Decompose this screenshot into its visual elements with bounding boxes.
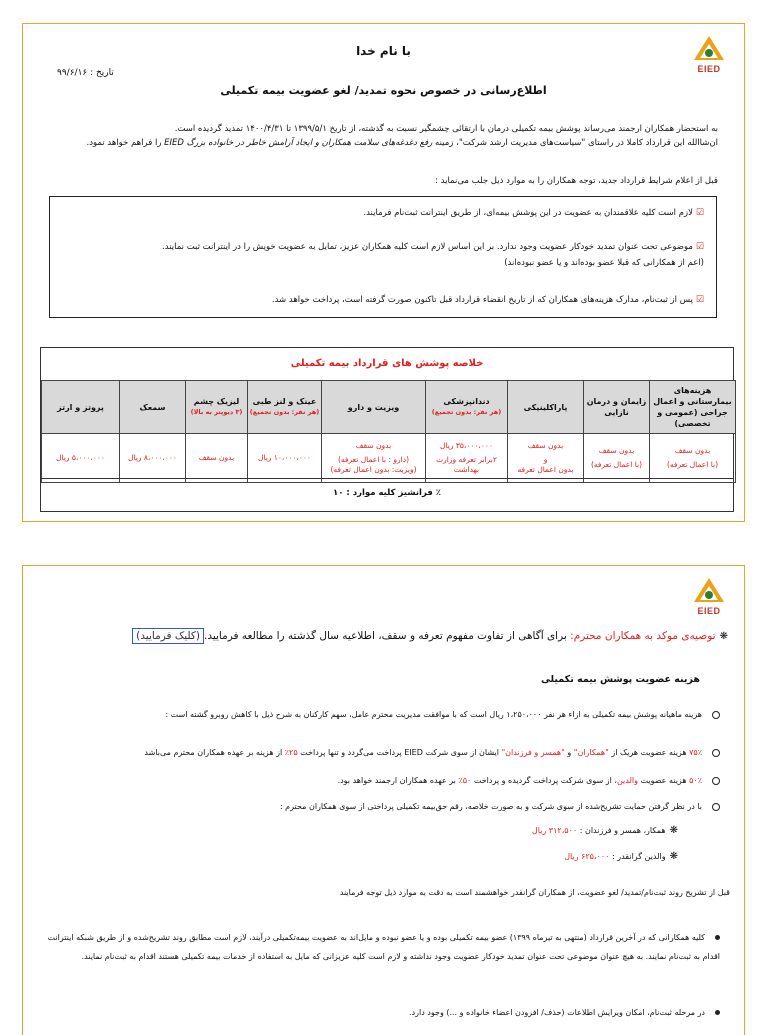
percent-value: ۵۰٪ <box>689 776 702 785</box>
intro-line-3: قبل از اعلام شرایط قرارداد جدید، توجه همکاران را به موارد ذیل جلب می‌نماید : <box>435 176 718 186</box>
amount-value: ۶۲۵،۰۰۰ ریال <box>564 852 610 861</box>
column-header <box>426 381 508 434</box>
click-here-link[interactable]: (کلیک فرمایید) <box>132 628 204 644</box>
sub-list-item <box>47 824 678 838</box>
intro-line-2 <box>43 136 718 150</box>
advice-line <box>53 630 728 642</box>
list-item-text: ایشان از سوی شرکت EIED پرداخت می‌گردد و تنها پرداخت <box>297 748 502 757</box>
pre-note-text: قبل از تشریح روند ثبت‌نام/تمدید/ لغو عضویت، از همکاران گرانقدر خواهشمند است به دقت به موارد ذیل توجه فرمایند <box>339 888 730 897</box>
column-header-label: عینک و لنز طبی <box>252 397 317 406</box>
column-header-label: پروتز و ارتز <box>57 402 104 412</box>
list-item-text: و <box>564 748 574 757</box>
intro-line-2-end: را فراهم خواهد نمود. <box>86 138 165 148</box>
list-item-text: هزینه عضویت <box>637 776 690 785</box>
list-item <box>47 746 720 760</box>
circle-bullet-icon <box>712 749 720 757</box>
cell-main-value: ۸،۰۰۰،۰۰۰ ریال <box>128 453 177 462</box>
dot-bullet-icon <box>715 1010 720 1015</box>
highlight-text: والدین <box>616 776 638 785</box>
document-page-1 <box>22 23 745 522</box>
cell-main-value: بدون سقف <box>598 446 635 455</box>
note-item <box>62 294 704 307</box>
franchise-text: فرانشیز کلیه موارد : ۱۰ ٪ <box>41 478 733 511</box>
list-item-text: والدین گرانقدر : <box>609 852 666 861</box>
list-item-text: با در نظر گرفتن حمایت تشریح‌شده از سوی شرکت و به صورت خلاصه، رقم حق‌بیمه تکمیلی پرداختی از سوی همکاران محترم : <box>279 802 702 811</box>
dot-bullet-icon <box>715 935 720 940</box>
intro-line-2-text: ان‌شاالله این قرارداد کاملا در راستای "سیاست‌های مدیریت ارشد شرکت"، زمینه <box>432 138 718 148</box>
column-header-label: پاراکلینیکی <box>523 402 568 412</box>
logo-text: EIED <box>697 64 721 74</box>
intro-line-1: به استحضار همکاران ارجمند می‌رساند پوشش بیمه تکمیلی درمان با ارتقائی چشمگیر نسبت به گذشته، از تاریخ ۱۳۹۹/۵/۱ تا ۱۴۰۰/۴/۳۱ تمدید گردیده است. <box>174 124 718 134</box>
highlight-text: "همکاران" <box>573 748 609 757</box>
column-header <box>508 381 584 434</box>
table-cell <box>322 434 426 483</box>
cell-sub-value: و بدون اعمال تعرفه <box>517 455 574 474</box>
table-cell <box>120 434 186 483</box>
cell-sub-value: (دارو : با اعمال تعرفه) (ویزیت: بدون اعمال تعرفه) <box>330 455 417 474</box>
column-header-label: سمعک <box>139 402 166 412</box>
coverage-table <box>41 380 736 483</box>
list-item-text: هزینه عضویت هریک از <box>608 748 690 757</box>
list-item <box>47 1006 720 1020</box>
advice-text: برای آگاهی از تفاوت مفهوم تعرفه و سقف، اطلاعیه سال گذشته را مطالعه فرمایید. <box>203 630 571 642</box>
logo-text: EIED <box>697 606 721 616</box>
list-item-text: ، از سوی شرکت پرداخت گردیده و پرداخت <box>471 776 617 785</box>
table-cell <box>650 434 736 483</box>
column-header <box>322 381 426 434</box>
intro-line-2-italic: رفع دغدغه‌های سلامت همکاران و ایجاد آرامش خاطر در خانواده بزرگ EIED <box>164 138 433 148</box>
column-header-note: (هر نفر: بدون تجمیع) <box>431 408 502 416</box>
flower-bullet-icon: ❋ <box>669 825 678 836</box>
cell-main-value: بدون سقف <box>198 453 235 462</box>
table-cell <box>584 434 650 483</box>
notes-box <box>49 196 717 318</box>
note-text: موضوعی تحت عنوان تمدید خودکار عضویت وجود ندارد. بر این اساس لازم است کلیه همکاران عزیز، تمایل به عضویت خویش را در اینترانت ثبت نمایند. <box>162 242 693 252</box>
checkbox-checked-icon: ☑ <box>695 242 704 252</box>
logo-icon <box>692 576 726 606</box>
advice-prefix: توصیه‌ی موکد به همکاران محترم: <box>570 630 716 642</box>
cell-main-value: بدون سقف <box>674 446 711 455</box>
note-subline: (اعم از همکارانی که قبلا عضو بوده‌اند و یا عضو نبوده‌اند) <box>504 258 704 268</box>
note-item <box>62 207 704 220</box>
column-header-label: لیزیک چشم <box>193 397 240 406</box>
note-text: پس از ثبت‌نام، مدارک هزینه‌های همکاران که از تاریخ انقضاء قرارداد قبل تاکنون صورت گرفته است، پرداخت خواهد شد. <box>271 295 693 305</box>
checkbox-checked-icon: ☑ <box>695 208 704 218</box>
percent-value: ۵۰٪ <box>458 776 472 785</box>
list-item-text: هزینه ماهیانه پوشش بیمه تکمیلی به ازاء هر نفر ۱،۲۵۰،۰۰۰ ریال است که با موافقت مدیریت محترم عامل، سهم کارکنان به شرح ذیل با کاهش روبرو گشته است : <box>165 710 702 719</box>
intro-paragraph <box>43 122 718 150</box>
cell-sub-value: (با اعمال تعرفه) <box>666 460 719 469</box>
table-cell <box>248 434 322 483</box>
column-header <box>186 381 248 434</box>
column-header-label: دندانپزشکی <box>443 397 490 406</box>
column-header-note: (۳ دیوپتر به بالا) <box>190 408 243 416</box>
list-item <box>47 928 720 966</box>
column-header <box>584 381 650 434</box>
table-cell <box>42 434 120 483</box>
column-header-label: هزینه‌های بیمارستانی و اعمال جراحی (عمومی و تخصصی) <box>653 386 732 428</box>
cell-main-value: ۳۵،۰۰۰،۰۰۰ ریال <box>440 441 493 450</box>
cell-sub-value: (با اعمال تعرفه) <box>590 460 643 469</box>
coverage-summary <box>40 347 734 512</box>
highlight-text: "همسر و فرزندان" <box>501 748 565 757</box>
section-subtitle: هزینه عضویت پوشش بیمه تکمیلی <box>540 674 700 685</box>
table-cell <box>186 434 248 483</box>
table-cell <box>508 434 584 483</box>
list-item-text: کلیه همکارانی که در آخرین قرارداد (منتهی به تیرماه ۱۳۹۹) عضو بیمه تکمیلی بوده و یا عضو نبوده و مایل‌اند به عضویت بیمه‌تکمیلی درآیند، لازم است مطابق روند تشریح‌شده و از طریق شبکه اینترانت اقدام به ثبت‌نام نمایند. به هیچ عنوان موضوعی تحت عنوان تمدید خودکار عضویت وجود نداشته و لازم است کلیه عزیزانی که مایل به استفاده از خدمات بیمه تکمیلی هستند اقدام به ثبت‌نام نمایند. <box>47 933 720 961</box>
column-header <box>650 381 736 434</box>
column-header <box>248 381 322 434</box>
percent-value: ۲۵٪ <box>284 748 298 757</box>
document-title: اطلاع‌رسانی در خصوص نحوه تمدید/ لغو عضویت بیمه تکمیلی <box>220 84 547 97</box>
cell-main-value: ۱۰،۰۰۰،۰۰۰ ریال <box>258 453 311 462</box>
table-cell <box>426 434 508 483</box>
column-header-label: ویزیت و دارو <box>347 402 400 412</box>
note-text: لازم است کلیه علاقمندان به عضویت در این پوشش بیمه‌ای، از طریق اینترانت ثبت‌نام فرمایند. <box>363 208 693 218</box>
cell-main-value: بدون سقف <box>527 441 564 450</box>
bismillah-heading: با نام خدا <box>356 44 411 58</box>
list-item-text: از هزینه بر عهده همکاران محترم می‌باشد <box>144 748 285 757</box>
list-item-text: بر عهده همکاران ارجمند خواهد بود. <box>337 776 459 785</box>
company-logo <box>692 576 726 616</box>
list-item-text: همکار، همسر و فرزندان : <box>577 826 666 835</box>
percent-value: ۷۵٪ <box>689 748 702 757</box>
flower-bullet-icon: ❋ <box>669 851 678 862</box>
table-row <box>42 434 736 483</box>
sub-list-item <box>47 850 678 864</box>
checkbox-checked-icon: ☑ <box>695 295 704 305</box>
circle-bullet-icon <box>712 803 720 811</box>
summary-title: خلاصه پوشش های قرارداد بیمه تکمیلی <box>41 348 733 381</box>
circle-bullet-icon <box>712 711 720 719</box>
list-item <box>47 800 720 814</box>
document-date: تاریخ : ۹۹/۶/۱۶ <box>57 68 114 78</box>
list-item-text: در مرحله ثبت‌نام، امکان ویرایش اطلاعات (حذف/ افزودن اعضاء خانواده و ...) وجود دارد. <box>409 1008 705 1017</box>
document-page-2 <box>22 565 745 1035</box>
cell-main-value: ۵،۰۰۰،۰۰۰ ریال <box>56 453 105 462</box>
list-item <box>47 774 720 788</box>
column-header-note: (هر نفر: بدون تجمیع) <box>249 408 320 416</box>
table-header-row <box>42 381 736 434</box>
amount-value: ۳۱۲،۵۰۰ ریال <box>531 826 578 835</box>
cell-sub-value: ۲برابر تعرفه وزارت بهداشت <box>436 455 497 474</box>
column-header <box>120 381 186 434</box>
column-header-label: زایمان و درمان نازایی <box>586 397 647 417</box>
note-item <box>62 241 704 254</box>
cell-main-value: بدون سقف <box>355 441 392 450</box>
flower-bullet-icon: ❋ <box>719 631 728 642</box>
list-item <box>47 708 720 722</box>
circle-bullet-icon <box>712 777 720 785</box>
column-header <box>42 381 120 434</box>
